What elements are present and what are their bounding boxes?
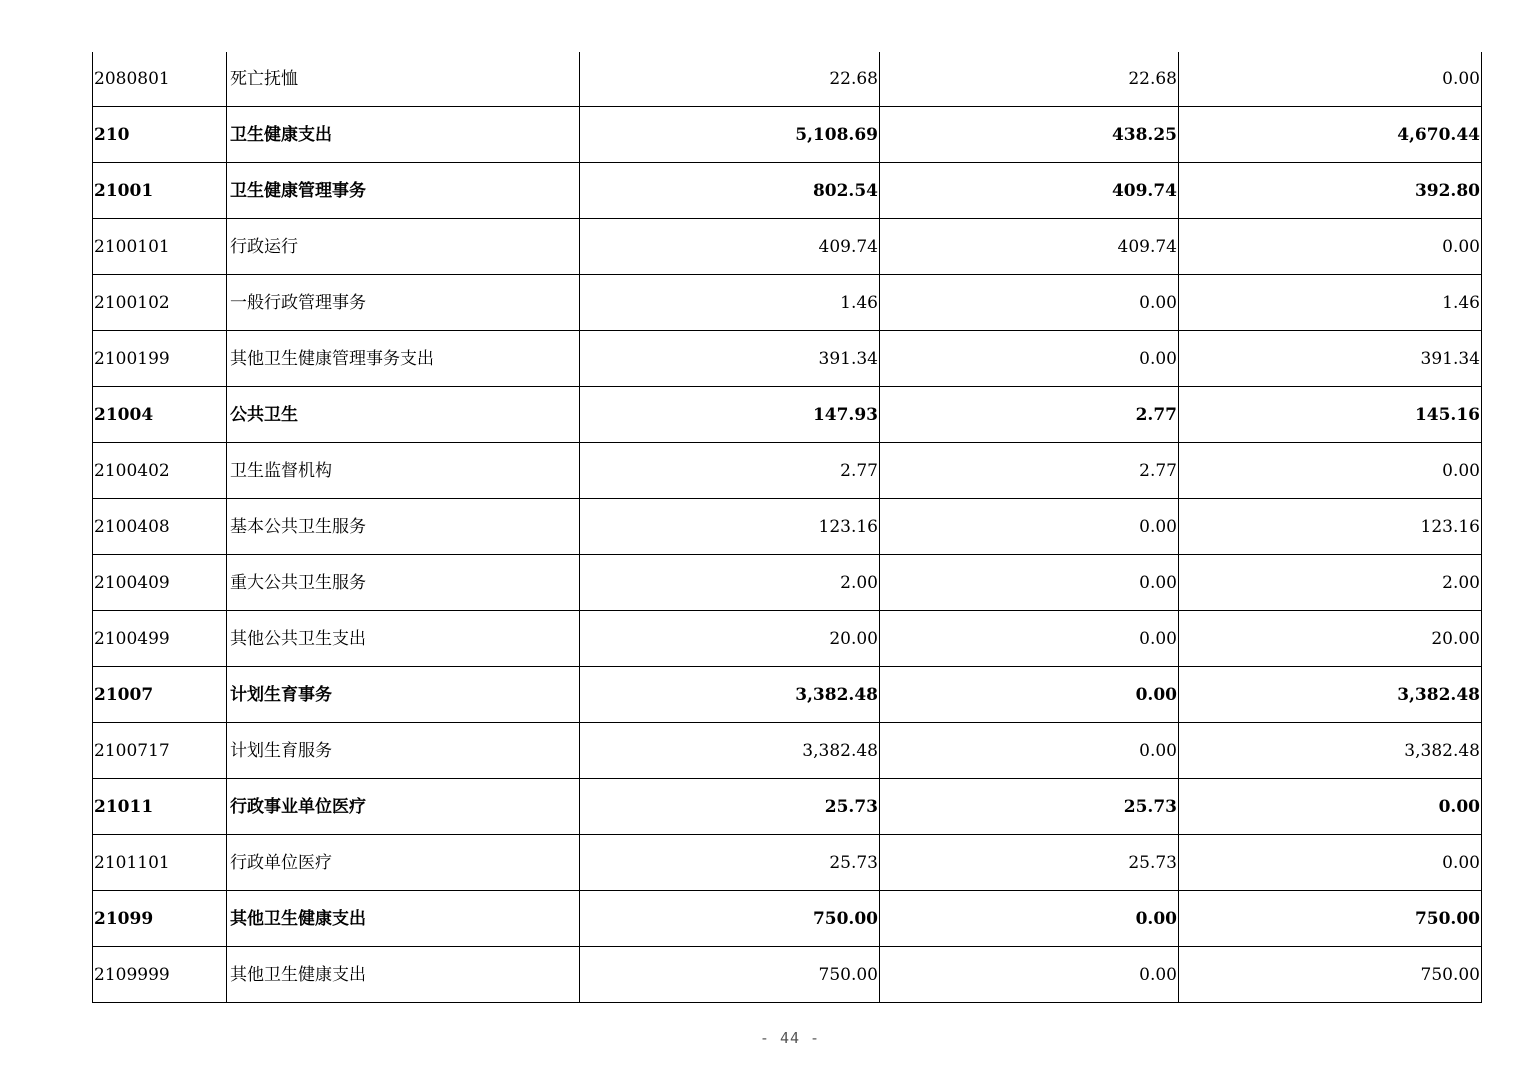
project-expenditure-cell: 0.00: [1179, 779, 1482, 835]
total-amount-cell: 123.16: [580, 499, 880, 555]
total-amount-cell: 409.74: [580, 219, 880, 275]
account-name-cell: 重大公共卫生服务: [227, 555, 580, 611]
total-amount-cell: 750.00: [580, 947, 880, 1003]
total-amount-cell: 2.77: [580, 443, 880, 499]
basic-expenditure-cell: 22.68: [880, 52, 1179, 107]
table-row: [93, 107, 1482, 163]
budget-table: [92, 52, 1482, 1003]
project-expenditure-cell: 750.00: [1179, 891, 1482, 947]
table-row: [93, 667, 1482, 723]
account-name-cell: 卫生健康管理事务: [227, 163, 580, 219]
table-row: [93, 611, 1482, 667]
account-name-cell: 其他卫生健康管理事务支出: [227, 331, 580, 387]
total-amount-cell: 3,382.48: [580, 723, 880, 779]
basic-expenditure-cell: 0.00: [880, 555, 1179, 611]
total-amount-cell: 1.46: [580, 275, 880, 331]
account-code-cell: 210: [93, 107, 227, 163]
basic-expenditure-cell: 0.00: [880, 275, 1179, 331]
table-row: [93, 891, 1482, 947]
basic-expenditure-cell: 0.00: [880, 667, 1179, 723]
project-expenditure-cell: 2.00: [1179, 555, 1482, 611]
project-expenditure-cell: 0.00: [1179, 835, 1482, 891]
account-name-cell: 一般行政管理事务: [227, 275, 580, 331]
account-name-cell: 卫生健康支出: [227, 107, 580, 163]
table-row: [93, 779, 1482, 835]
account-code-cell: 2080801: [93, 52, 227, 107]
account-code-cell: 21004: [93, 387, 227, 443]
project-expenditure-cell: 3,382.48: [1179, 723, 1482, 779]
table-body: [93, 52, 1482, 1003]
page-number: - 44 -: [759, 1029, 821, 1047]
account-name-cell: 其他卫生健康支出: [227, 947, 580, 1003]
project-expenditure-cell: 0.00: [1179, 52, 1482, 107]
table-row: [93, 499, 1482, 555]
account-name-cell: 计划生育服务: [227, 723, 580, 779]
total-amount-cell: 25.73: [580, 779, 880, 835]
basic-expenditure-cell: 25.73: [880, 779, 1179, 835]
total-amount-cell: 750.00: [580, 891, 880, 947]
basic-expenditure-cell: 0.00: [880, 947, 1179, 1003]
account-name-cell: 死亡抚恤: [227, 52, 580, 107]
table-row: [93, 555, 1482, 611]
account-code-cell: 2100409: [93, 555, 227, 611]
account-code-cell: 2100101: [93, 219, 227, 275]
project-expenditure-cell: 123.16: [1179, 499, 1482, 555]
account-code-cell: 2101101: [93, 835, 227, 891]
account-code-cell: 2100717: [93, 723, 227, 779]
table-row: [93, 835, 1482, 891]
project-expenditure-cell: 1.46: [1179, 275, 1482, 331]
table-row: [93, 723, 1482, 779]
total-amount-cell: 22.68: [580, 52, 880, 107]
account-code-cell: 21011: [93, 779, 227, 835]
table-row: [93, 52, 1482, 107]
account-name-cell: 基本公共卫生服务: [227, 499, 580, 555]
total-amount-cell: 147.93: [580, 387, 880, 443]
account-code-cell: 2100102: [93, 275, 227, 331]
basic-expenditure-cell: 25.73: [880, 835, 1179, 891]
total-amount-cell: 5,108.69: [580, 107, 880, 163]
project-expenditure-cell: 392.80: [1179, 163, 1482, 219]
account-code-cell: 2100499: [93, 611, 227, 667]
total-amount-cell: 20.00: [580, 611, 880, 667]
basic-expenditure-cell: 2.77: [880, 443, 1179, 499]
account-name-cell: 计划生育事务: [227, 667, 580, 723]
account-name-cell: 其他卫生健康支出: [227, 891, 580, 947]
account-code-cell: 2100408: [93, 499, 227, 555]
project-expenditure-cell: 4,670.44: [1179, 107, 1482, 163]
total-amount-cell: 802.54: [580, 163, 880, 219]
table-row: [93, 947, 1482, 1003]
total-amount-cell: 25.73: [580, 835, 880, 891]
table-row: [93, 443, 1482, 499]
basic-expenditure-cell: 0.00: [880, 611, 1179, 667]
project-expenditure-cell: 3,382.48: [1179, 667, 1482, 723]
basic-expenditure-cell: 0.00: [880, 499, 1179, 555]
basic-expenditure-cell: 0.00: [880, 891, 1179, 947]
basic-expenditure-cell: 409.74: [880, 163, 1179, 219]
project-expenditure-cell: 0.00: [1179, 219, 1482, 275]
basic-expenditure-cell: 409.74: [880, 219, 1179, 275]
total-amount-cell: 391.34: [580, 331, 880, 387]
project-expenditure-cell: 20.00: [1179, 611, 1482, 667]
basic-expenditure-cell: 0.00: [880, 331, 1179, 387]
table-row: [93, 163, 1482, 219]
account-name-cell: 公共卫生: [227, 387, 580, 443]
account-name-cell: 行政事业单位医疗: [227, 779, 580, 835]
project-expenditure-cell: 145.16: [1179, 387, 1482, 443]
account-code-cell: 2100402: [93, 443, 227, 499]
account-name-cell: 行政运行: [227, 219, 580, 275]
account-code-cell: 2109999: [93, 947, 227, 1003]
project-expenditure-cell: 0.00: [1179, 443, 1482, 499]
account-code-cell: 21001: [93, 163, 227, 219]
project-expenditure-cell: 391.34: [1179, 331, 1482, 387]
total-amount-cell: 2.00: [580, 555, 880, 611]
account-code-cell: 21007: [93, 667, 227, 723]
basic-expenditure-cell: 0.00: [880, 723, 1179, 779]
table-row: [93, 275, 1482, 331]
account-code-cell: 2100199: [93, 331, 227, 387]
basic-expenditure-cell: 2.77: [880, 387, 1179, 443]
table-row: [93, 331, 1482, 387]
basic-expenditure-cell: 438.25: [880, 107, 1179, 163]
total-amount-cell: 3,382.48: [580, 667, 880, 723]
account-name-cell: 其他公共卫生支出: [227, 611, 580, 667]
account-name-cell: 行政单位医疗: [227, 835, 580, 891]
project-expenditure-cell: 750.00: [1179, 947, 1482, 1003]
account-code-cell: 21099: [93, 891, 227, 947]
table-row: [93, 387, 1482, 443]
table-row: [93, 219, 1482, 275]
account-name-cell: 卫生监督机构: [227, 443, 580, 499]
